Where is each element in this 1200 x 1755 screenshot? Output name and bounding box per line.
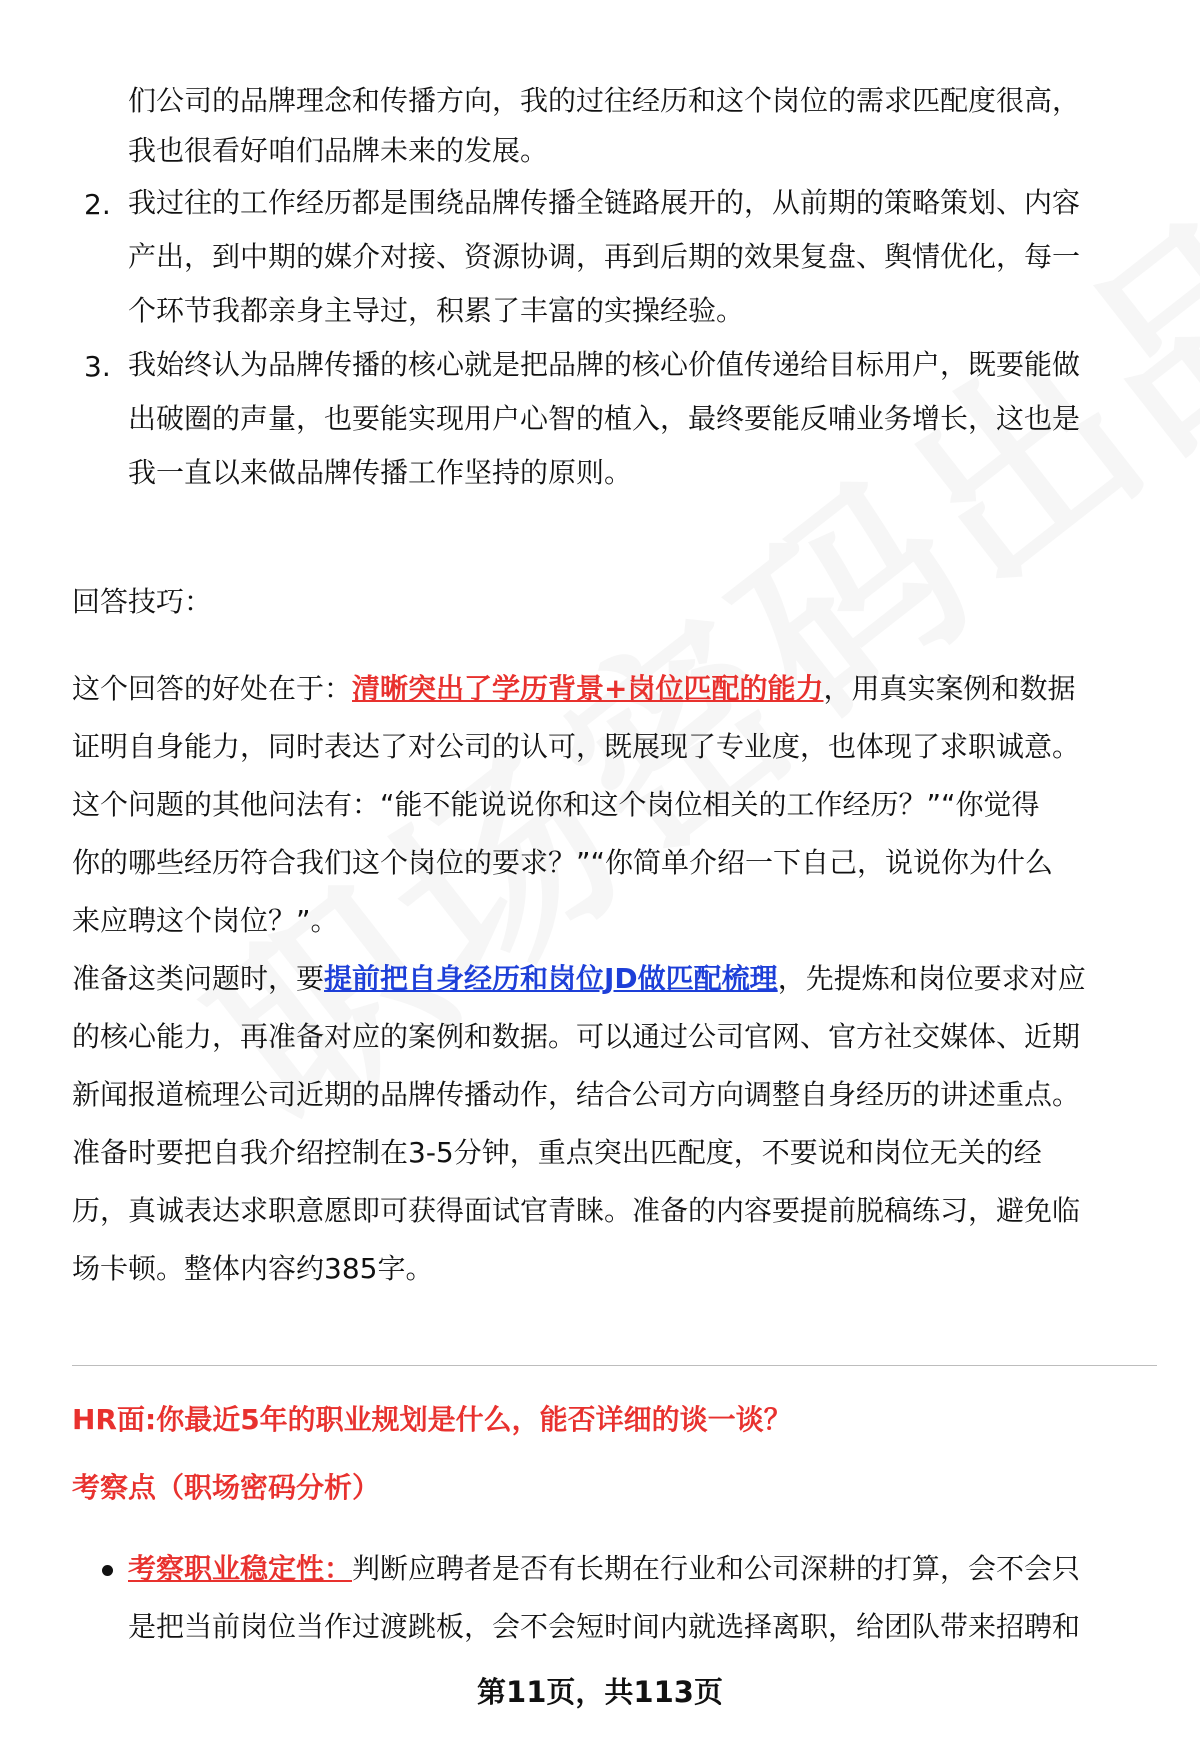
tips-line: 证明自身能力，同时表达了对公司的认可，既展现了专业度，也体现了求职诚意。 xyxy=(72,730,1081,763)
list-item-2 xyxy=(72,176,1157,338)
tips-line1-suffix: ，用真实案例和数据 xyxy=(823,672,1076,705)
tips-line xyxy=(72,660,1157,718)
highlight-red: 清晰突出了学历背景+岗位匹配的能力 xyxy=(352,672,824,705)
list-continuation-line: 我也很看好咱们品牌未来的发展。 xyxy=(128,134,549,167)
tips-label: 回答技巧： xyxy=(72,585,213,618)
question-title: HR面:你最近5年的职业规划是什么，能否详细的谈一谈？ xyxy=(72,1403,792,1436)
tips-line: 历，真诚表达求职意愿即可获得面试官青睐。准备的内容要提前脱稿练习，避免临 xyxy=(72,1194,1081,1227)
tips-line: 来应聘这个岗位？”。 xyxy=(72,904,339,937)
list-item-line: 产出，到中期的媒介对接、资源协调，再到后期的效果复盘、舆情优化，每一 xyxy=(128,240,1081,273)
list-continuation-line: 们公司的品牌理念和传播方向，我的过往经历和这个岗位的需求匹配度很高， xyxy=(128,84,1081,117)
tips-line: 准备时要把自我介绍控制在3-5分钟，重点突出匹配度，不要说和岗位无关的经 xyxy=(72,1136,1042,1169)
bullet-item xyxy=(72,1540,1200,1656)
tips-line: 这个问题的其他问法有：“能不能说说你和这个岗位相关的工作经历？”“你觉得 xyxy=(72,788,1040,821)
list-item-3 xyxy=(72,338,1157,500)
page-footer: 第11页，共113页 xyxy=(477,1675,723,1709)
tips-line: 的核心能力，再准备对应的案例和数据。可以通过公司官网、官方社交媒体、近期 xyxy=(72,1020,1081,1053)
list-item-line: 我过往的工作经历都是围绕品牌传播全链路展开的，从前期的策略策划、内容 xyxy=(128,186,1081,219)
tips-line: 场卡顿。整体内容约385字。 xyxy=(72,1252,434,1285)
highlight-red: 考察职业稳定性： xyxy=(128,1552,353,1585)
list-item-line: 个环节我都亲身主导过，积累了丰富的实操经验。 xyxy=(128,294,745,327)
highlight-blue: 提前把自身经历和岗位JD做匹配梳理 xyxy=(324,962,778,995)
bullet-line1-rest: 判断应聘者是否有长期在行业和公司深耕的打算，会不会只 xyxy=(352,1552,1081,1585)
list-number: 2. xyxy=(84,188,111,221)
tips-line: 新闻报道梳理公司近期的品牌传播动作，结合公司方向调整自身经历的讲述重点。 xyxy=(72,1078,1081,1111)
tips-line: 你的哪些经历符合我们这个岗位的要求？”“你简单介绍一下自己，说说你为什么 xyxy=(72,846,1054,879)
tips-line6-suffix: ，先提炼和岗位要求对应 xyxy=(777,962,1086,995)
list-item-line: 我一直以来做品牌传播工作坚持的原则。 xyxy=(128,456,633,489)
tips-line xyxy=(72,950,1157,1008)
section-title: 考察点（职场密码分析） xyxy=(72,1471,381,1504)
list-item-line: 我始终认为品牌传播的核心就是把品牌的核心价值传递给目标用户，既要能做 xyxy=(128,348,1081,381)
section-divider xyxy=(72,1365,1157,1366)
bullet-line: 是把当前岗位当作过渡跳板，会不会短时间内就选择离职，给团队带来招聘和 xyxy=(128,1610,1081,1643)
tips-line6-prefix: 准备这类问题时，要 xyxy=(72,962,325,995)
list-number: 3. xyxy=(84,350,111,383)
tips-line1-prefix: 这个回答的好处在于： xyxy=(72,672,353,705)
tips-body xyxy=(72,660,1157,1298)
list-item-line: 出破圈的声量，也要能实现用户心智的植入，最终要能反哺业务增长，这也是 xyxy=(128,402,1081,435)
bullet-line xyxy=(128,1540,1200,1598)
bullet-dot-icon xyxy=(102,1565,113,1576)
